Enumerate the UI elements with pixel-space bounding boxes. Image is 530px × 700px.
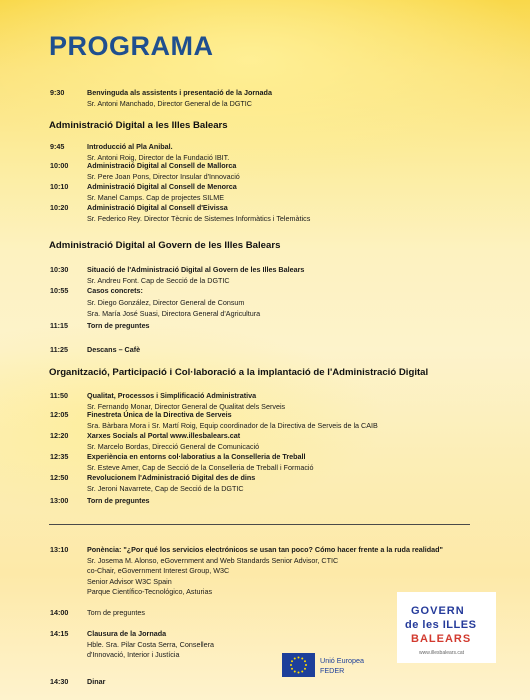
- schedule-time: 10:55: [50, 286, 69, 295]
- session-title: Revolucionem l'Administració Digital des de dins: [87, 473, 256, 482]
- eu-star-icon: [291, 660, 293, 662]
- eu-label: [320, 656, 364, 675]
- speaker-info: Sr. Manel Camps. Cap de projectes SILME: [87, 192, 225, 202]
- govern-illes-balears-logo: [397, 592, 496, 663]
- schedule-time: 14:15: [50, 629, 69, 638]
- speaker-info: Parque Científico-Tecnológico, Asturias: [87, 587, 213, 597]
- session-title: Torn de preguntes: [87, 321, 150, 330]
- speaker-info: Sra. María José Suasi, Directora General d'Agricultura: [87, 309, 261, 318]
- session-title: Casos concrets:: [87, 286, 143, 295]
- schedule-time: 9:45: [50, 142, 65, 151]
- schedule-time: 12:35: [50, 452, 69, 461]
- schedule-time: 11:15: [50, 321, 68, 330]
- speaker-info: d'Innovació, Interior i Justícia: [87, 650, 180, 660]
- schedule-time: 9:30: [50, 88, 65, 97]
- session-title: Experiència en entorns col·laboratius a la Conselleria de Treball: [87, 452, 306, 461]
- section-heading: Administració Digital a les Illes Balears: [49, 120, 228, 131]
- eu-star-icon: [304, 660, 306, 662]
- schedule-time: 14:00: [50, 608, 69, 617]
- section-heading: Administració Digital al Govern de les Illes Balears: [49, 240, 281, 251]
- schedule-time: 11:50: [50, 391, 68, 400]
- session-title: Torn de preguntes: [87, 496, 150, 505]
- eu-star-icon: [294, 658, 296, 660]
- eu-flag-icon: [282, 653, 315, 677]
- session-title: Descans – Cafè: [87, 345, 141, 354]
- session-title: Administració Digital al Consell d'Eivissa: [87, 203, 228, 212]
- eu-star-icon: [298, 672, 300, 674]
- session-title: Introducció al Pla Anibal.: [87, 142, 173, 151]
- session-title: Ponència: "¿Por qué los servicios electrónicos se usan tan poco? Cómo hacer frente a la ruda realidad": [87, 545, 443, 554]
- eu-star-icon: [298, 657, 300, 659]
- logo-url: www.illesbalears.cat: [419, 650, 465, 656]
- schedule-time: 12:05: [50, 410, 69, 419]
- schedule-time: 13:00: [50, 496, 69, 505]
- speaker-info: Hble. Sra. Pilar Costa Serra, Consellera: [87, 639, 215, 649]
- logo-text-govern: GOVERN: [411, 605, 465, 617]
- eu-star-icon: [305, 664, 307, 666]
- eu-label-line1: Unió Europea: [320, 656, 364, 665]
- speaker-info: Sr. Andreu Font. Cap de Secció de la DGTIC: [87, 275, 230, 285]
- schedule-time: 10:30: [50, 265, 69, 274]
- speaker-info: Sr. Federico Rey. Director Tècnic de Sistemes Informàtics i Telemàtics: [87, 213, 311, 223]
- speaker-info: Sr. Marcelo Bordas, Direcció General de Comunicació: [87, 441, 260, 451]
- schedule-time: 13:10: [50, 545, 69, 554]
- eu-label-line2: FEDER: [320, 665, 345, 675]
- session-title: Administració Digital al Consell de Mallorca: [87, 161, 237, 170]
- logo-text-illes: de les ILLES: [405, 619, 477, 631]
- session-title: Administració Digital al Consell de Menorca: [87, 182, 237, 191]
- speaker-info: Sr. Jeroni Navarrete, Cap de Secció de la DGTIC: [87, 483, 244, 493]
- session-title: Clausura de la Jornada: [87, 629, 167, 638]
- logo-text-balears: BALEARS: [411, 633, 472, 645]
- speaker-info: Sra. Bàrbara Mora i Sr. Martí Roig, Equip coordinador de la Directiva de Serveis de la CAIB: [87, 420, 378, 430]
- speaker-info: Sr. Pere Joan Pons, Director Insular d'Innovació: [87, 171, 240, 181]
- schedule-time: 10:00: [50, 161, 69, 170]
- speaker-info: Sr. Antoni Roig, Director de la Fundació IBIT.: [87, 152, 230, 162]
- section-heading: Organització, Participació i Col·laboració a la implantació de l'Administració Digital: [49, 367, 429, 378]
- session-title: Finestreta Única de la Directiva de Serveis: [87, 410, 232, 419]
- schedule-time: 11:25: [50, 345, 68, 354]
- schedule-time: 10:20: [50, 203, 69, 212]
- session-title: Qualitat, Processos i Simplificació Administrativa: [87, 391, 257, 400]
- section-divider: [49, 524, 470, 525]
- session-title: Benvinguda als assistents i presentació de la Jornada: [87, 88, 272, 97]
- eu-star-icon: [290, 664, 292, 666]
- speaker-info: Sr. Diego González, Director General de Consum: [87, 298, 245, 307]
- schedule-time: 10:10: [50, 182, 69, 191]
- eu-star-icon: [291, 668, 293, 670]
- speaker-info: Torn de preguntes: [87, 608, 145, 617]
- session-title: Situació de l'Administració Digital al Govern de les Illes Balears: [87, 265, 305, 274]
- eu-stars-icon: [282, 653, 315, 677]
- eu-star-icon: [301, 658, 303, 660]
- speaker-info: Sr. Josema M. Alonso, eGovernment and Web Standards Senior Advisor, CTIC: [87, 555, 339, 565]
- session-title: Xarxes Socials al Portal www.illesbalears.cat: [87, 431, 241, 440]
- eu-star-icon: [294, 671, 296, 673]
- schedule-time: 12:50: [50, 473, 69, 482]
- speaker-info: Senior Advisor W3C Spain: [87, 576, 172, 586]
- speaker-info: co-Chair, eGovernment Interest Group, W3C: [87, 566, 230, 576]
- speaker-info: Sr. Antoni Manchado, Director General de la DGTIC: [87, 98, 252, 108]
- page-title: PROGRAMA: [49, 31, 214, 61]
- eu-star-icon: [301, 671, 303, 673]
- eu-star-icon: [304, 668, 306, 670]
- session-title: Dinar: [87, 677, 106, 686]
- schedule-time: 14:30: [50, 677, 69, 686]
- speaker-info: Sr. Esteve Amer, Cap de Secció de la Conselleria de Treball i Formació: [87, 462, 314, 472]
- schedule-time: 12:20: [50, 431, 69, 440]
- speaker-info: Sr. Fernando Monar, Director General de Qualitat dels Serveis: [87, 401, 286, 411]
